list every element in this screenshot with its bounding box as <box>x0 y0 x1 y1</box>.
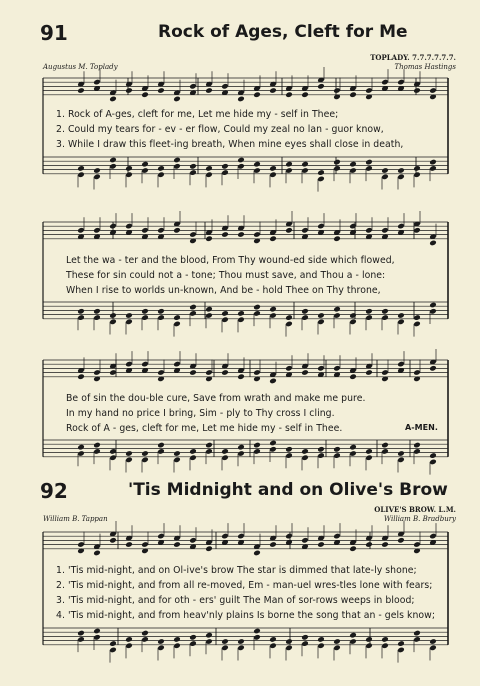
note-head <box>253 161 261 168</box>
note-head <box>333 446 341 453</box>
note-head <box>157 87 165 94</box>
note-head <box>221 369 229 376</box>
note-head <box>173 227 181 234</box>
note-head <box>381 541 389 548</box>
note-head <box>349 161 357 168</box>
note-head <box>381 636 389 643</box>
lyric-line: Rock of A - ges, cleft for me, Let me hide my - self in Thee. <box>66 423 343 434</box>
note-head <box>365 308 373 315</box>
lyric-line: 3. 'Tis mid-night, and for oth - ers' guilt The Man of sor-rows weeps in blood; <box>56 595 415 606</box>
note-head <box>317 169 325 176</box>
note-head <box>253 550 261 557</box>
note-head <box>365 369 373 376</box>
composer-credit: Thomas Hastings <box>394 63 456 71</box>
note-head <box>189 369 197 376</box>
note-head <box>301 369 309 376</box>
note-head <box>429 452 437 459</box>
lyric-line: Be of sin the dou-ble cure, Save from wrath and make me pure. <box>66 393 366 404</box>
note-head <box>397 537 405 544</box>
lyric-line: 1. Rock of A-ges, cleft for me, Let me hide my - self in Thee; <box>56 109 339 120</box>
note-head <box>237 638 245 645</box>
note-head <box>109 157 117 164</box>
note-head <box>173 96 181 103</box>
note-head <box>141 450 149 457</box>
note-head <box>365 541 373 548</box>
note-head <box>301 448 309 455</box>
note-head <box>93 308 101 315</box>
note-head <box>157 308 165 315</box>
note-head <box>285 227 293 234</box>
note-head <box>141 91 149 98</box>
note-head <box>317 636 325 643</box>
note-head <box>205 632 213 639</box>
note-head <box>173 541 181 548</box>
note-head <box>397 312 405 319</box>
note-head <box>285 638 293 645</box>
note-head <box>109 312 117 319</box>
note-head <box>381 308 389 315</box>
tune-name: TOPLADY. 7.7.7.7.7.7. <box>370 53 456 62</box>
note-head <box>141 630 149 637</box>
note-head <box>269 541 277 548</box>
note-head <box>125 450 133 457</box>
note-head <box>269 440 277 447</box>
note-head <box>397 640 405 647</box>
note-head <box>109 537 117 544</box>
note-head <box>285 314 293 321</box>
note-head <box>189 448 197 455</box>
note-head <box>317 541 325 548</box>
note-head <box>429 240 437 247</box>
author-credit: Augustus M. Toplady <box>43 63 118 71</box>
note-head <box>413 630 421 637</box>
note-head <box>285 161 293 168</box>
note-head <box>221 448 229 455</box>
note-head <box>109 96 117 103</box>
note-head <box>349 312 357 319</box>
lyric-line: 4. 'Tis mid-night, and from heav'nly plains Is borne the song that an - gels know; <box>56 610 436 621</box>
note-head <box>397 450 405 457</box>
note-head <box>349 444 357 451</box>
note-head <box>173 636 181 643</box>
note-head <box>221 638 229 645</box>
note-head <box>429 159 437 166</box>
lyric-line: 2. Could my tears for - ev - er flow, Could my zeal no lan - guor know, <box>56 124 384 135</box>
note-head <box>365 448 373 455</box>
note-head <box>237 157 245 164</box>
note-head <box>205 306 213 313</box>
note-head <box>301 91 309 98</box>
note-head <box>77 87 85 94</box>
lyric-line: 1. 'Tis mid-night, and on Ol-ive's brow The star is dimmed that late-ly shone; <box>56 565 417 576</box>
tune-name: OLIVE'S BROW. L.M. <box>374 505 456 514</box>
composer-credit: William B. Bradbury <box>383 515 456 523</box>
note-head <box>429 302 437 309</box>
amen-label: A-MEN. <box>405 423 438 432</box>
note-head <box>429 365 437 372</box>
note-head <box>269 378 277 385</box>
note-head <box>381 167 389 174</box>
note-head <box>237 310 245 317</box>
note-head <box>333 306 341 313</box>
note-head <box>365 636 373 643</box>
note-head <box>125 165 133 172</box>
note-head <box>301 308 309 315</box>
note-head <box>285 446 293 453</box>
note-head <box>221 310 229 317</box>
note-head <box>301 634 309 641</box>
note-head <box>221 231 229 238</box>
note-head <box>237 373 245 380</box>
note-head <box>125 636 133 643</box>
note-head <box>253 91 261 98</box>
note-head <box>141 161 149 168</box>
note-head <box>429 638 437 645</box>
note-head <box>189 163 197 170</box>
note-head <box>333 235 341 242</box>
note-head <box>317 446 325 453</box>
note-head <box>205 87 213 94</box>
note-head <box>397 167 405 174</box>
note-head <box>269 636 277 643</box>
note-head <box>173 314 181 321</box>
hymn-title: 'Tis Midnight and on Olive's Brow <box>128 480 448 500</box>
lyric-line: Let the wa - ter and the blood, From Thy wound-ed side which flowed, <box>66 255 395 266</box>
note-head <box>269 165 277 172</box>
note-head <box>173 450 181 457</box>
note-head <box>77 630 85 637</box>
note-head <box>253 628 261 635</box>
note-head <box>77 308 85 315</box>
note-head <box>349 373 357 380</box>
note-head <box>237 231 245 238</box>
note-head <box>269 306 277 313</box>
note-head <box>413 87 421 94</box>
note-head <box>125 541 133 548</box>
lyric-line: 2. 'Tis mid-night, and from all re-moved, Em - man-uel wres-tles lone with fears; <box>56 580 433 591</box>
note-head <box>205 442 213 449</box>
lyric-line: 3. While I draw this fleet-ing breath, When mine eyes shall close in death, <box>56 139 404 150</box>
note-head <box>317 83 325 90</box>
note-head <box>205 545 213 552</box>
note-head <box>93 167 101 174</box>
note-head <box>77 165 85 172</box>
note-head <box>141 308 149 315</box>
hymn-title: Rock of Ages, Cleft for Me <box>158 22 408 42</box>
note-head <box>349 632 357 639</box>
note-head <box>349 91 357 98</box>
note-head <box>285 91 293 98</box>
note-head <box>125 87 133 94</box>
note-head <box>253 304 261 311</box>
author-credit: William B. Tappan <box>43 515 108 523</box>
note-head <box>157 165 165 172</box>
note-head <box>365 159 373 166</box>
note-head <box>205 235 213 242</box>
note-head <box>317 312 325 319</box>
note-head <box>157 442 165 449</box>
note-head <box>301 161 309 168</box>
note-head <box>109 640 117 647</box>
note-head <box>157 638 165 645</box>
note-head <box>125 312 133 319</box>
lyric-line: In my hand no price I bring, Sim - ply to Thy cross I cling. <box>66 408 335 419</box>
note-head <box>77 444 85 451</box>
note-head <box>189 634 197 641</box>
note-head <box>237 444 245 451</box>
note-head <box>413 442 421 449</box>
note-head <box>189 304 197 311</box>
note-head <box>93 628 101 635</box>
note-head <box>333 159 341 166</box>
note-head <box>269 87 277 94</box>
note-head <box>93 550 101 557</box>
note-head <box>93 442 101 449</box>
note-head <box>413 165 421 172</box>
note-head <box>349 545 357 552</box>
note-head <box>381 442 389 449</box>
note-head <box>77 373 85 380</box>
note-head <box>205 165 213 172</box>
hymn-number: 92 <box>40 479 68 503</box>
lyric-line: These for sin could not a - tone; Thou must save, and Thou a - lone: <box>66 270 386 281</box>
hymn-number: 91 <box>40 21 68 45</box>
note-head <box>269 235 277 242</box>
note-head <box>237 96 245 103</box>
note-head <box>221 163 229 170</box>
lyric-line: When I rise to worlds un-known, And be - hold Thee on Thy throne, <box>66 285 381 296</box>
note-head <box>173 157 181 164</box>
note-head <box>253 442 261 449</box>
note-head <box>333 638 341 645</box>
